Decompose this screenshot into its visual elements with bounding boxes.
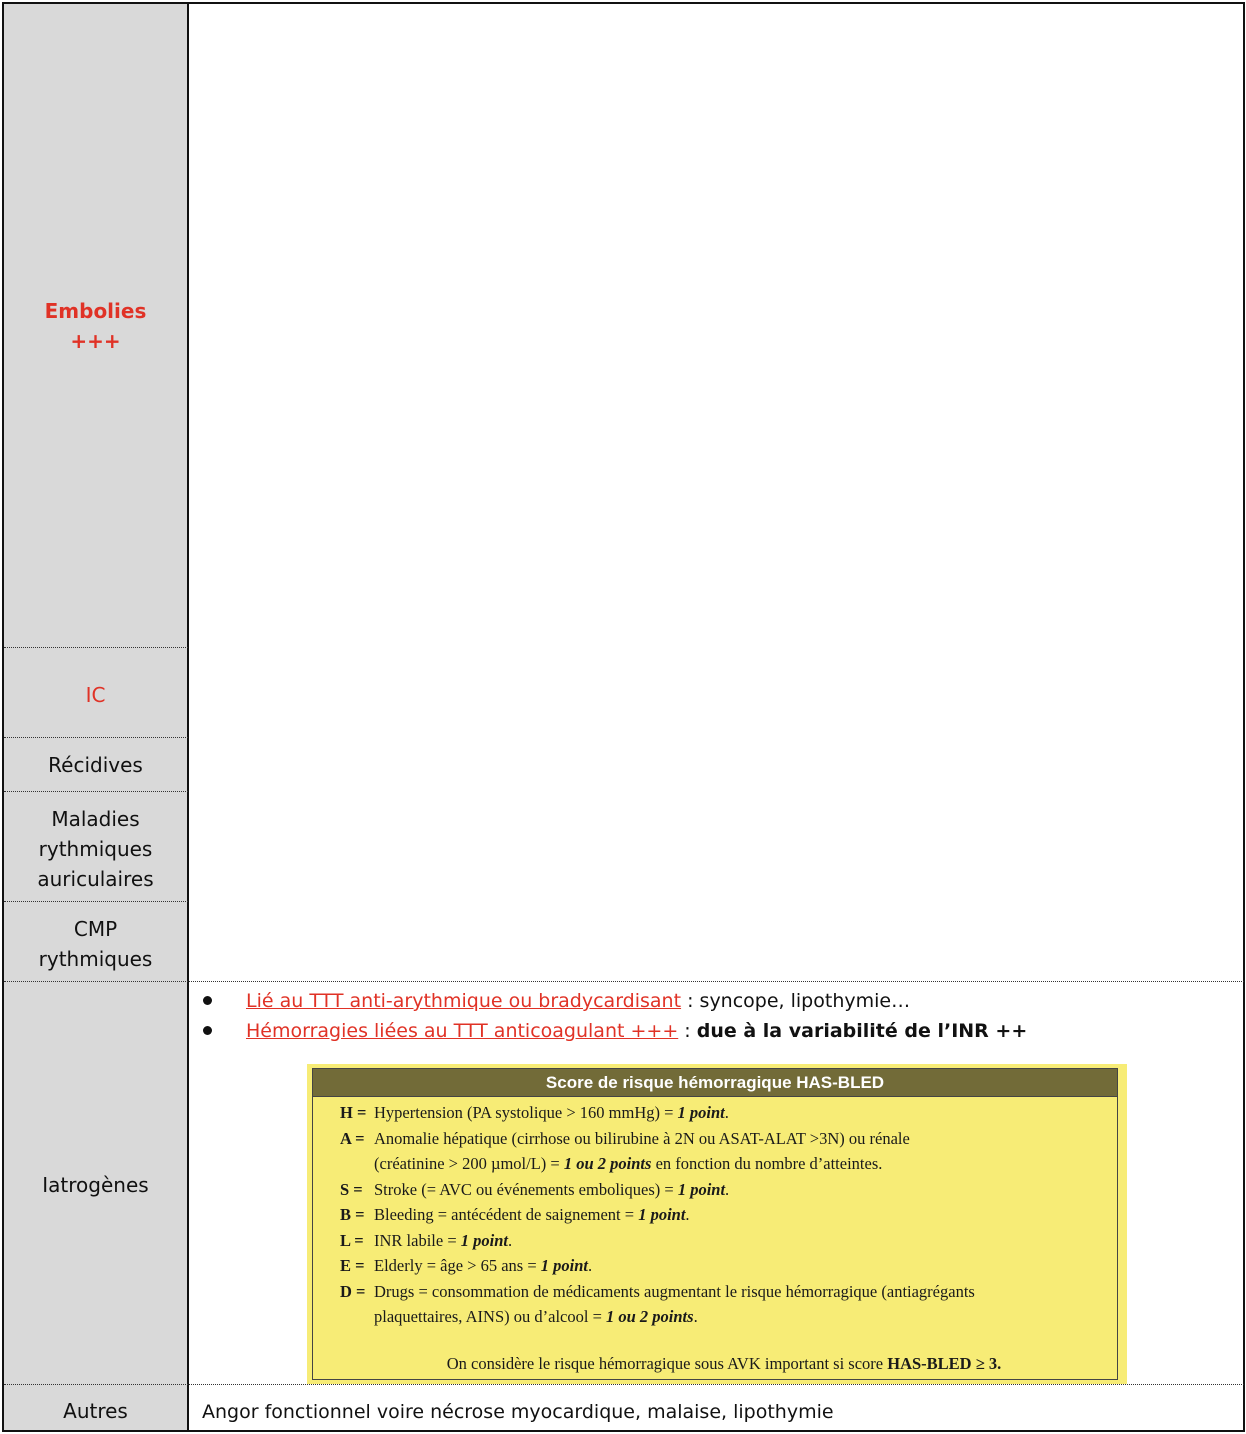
hasbled-text: . bbox=[725, 1179, 730, 1199]
hasbled-text: INR labile = bbox=[374, 1230, 461, 1250]
hasbled-text: Bleeding = antécédent de saignement = bbox=[374, 1205, 639, 1224]
list-item: Hémorragies liées au TTT anticoagulant +++ : due à la variabilité de l’INR ++ bbox=[198, 1016, 1228, 1046]
row-divider bbox=[4, 901, 188, 902]
hasbled-text: Hypertension (PA systolique > 160 mmHg) = bbox=[374, 1103, 678, 1122]
hasbled-letter bbox=[340, 1151, 374, 1177]
hasbled-criteria bbox=[340, 1100, 1108, 1330]
hasbled-criterion bbox=[340, 1253, 1108, 1279]
row-divider bbox=[4, 647, 188, 648]
hasbled-letter: B = bbox=[340, 1205, 365, 1224]
hasbled-points: 1 ou 2 points bbox=[563, 1154, 652, 1173]
row-label-autres: Autres bbox=[63, 1399, 128, 1423]
hasbled-criterion bbox=[340, 1100, 1108, 1126]
hasbled-criterion bbox=[340, 1304, 1108, 1330]
hasbled-criterion bbox=[340, 1177, 1108, 1203]
table-border-right bbox=[1243, 2, 1245, 1432]
hasbled-text: Anomalie hépatique (cirrhose ou bilirubine à 2N ou ASAT-ALAT >3N) ou rénale bbox=[374, 1128, 910, 1148]
hasbled-criterion bbox=[340, 1126, 1108, 1152]
hasbled-letter: L = bbox=[340, 1230, 364, 1250]
row-label-recidives: Récidives bbox=[48, 753, 143, 777]
hasbled-text: en fonction du nombre d’atteintes. bbox=[651, 1154, 883, 1173]
hasbled-title: Score de risque hémorragique HAS-BLED bbox=[313, 1069, 1117, 1097]
hasbled-text: Elderly = âge > 65 ans = bbox=[374, 1256, 541, 1275]
iatrogenes-bullet-list bbox=[198, 986, 1228, 1046]
hasbled-criterion bbox=[340, 1228, 1108, 1254]
hasbled-points: 1 point bbox=[677, 1179, 726, 1199]
hasbled-text: . bbox=[693, 1307, 698, 1326]
row-labels-column bbox=[2, 2, 189, 1432]
hasbled-letter bbox=[340, 1304, 374, 1330]
link-ttt-antiarythmique[interactable]: Lié au TTT anti-arythmique ou bradycardisant bbox=[246, 990, 682, 1012]
row-label-cmp-rythmiques: CMP rythmiques bbox=[38, 917, 153, 971]
hasbled-points: 1 ou 2 points bbox=[606, 1307, 694, 1326]
row-divider bbox=[4, 737, 188, 738]
hasbled-text: . bbox=[685, 1205, 690, 1224]
hasbled-letter: S = bbox=[340, 1179, 363, 1199]
hasbled-letter: H = bbox=[340, 1103, 367, 1122]
hasbled-points: 1 point bbox=[677, 1103, 725, 1122]
embolies-intensity: +++ bbox=[70, 329, 121, 353]
autres-description: Angor fonctionnel voire nécrose myocardique, malaise, lipothymie bbox=[202, 1401, 834, 1423]
link-hemorragies-anticoagulant[interactable]: Hémorragies liées au TTT anticoagulant +++ bbox=[246, 1020, 679, 1042]
row-label-maladies-rythmiques: Maladies rythmiques auriculaires bbox=[37, 807, 154, 891]
row-divider bbox=[4, 1384, 1244, 1385]
bullet-icon bbox=[203, 996, 212, 1005]
hasbled-criterion bbox=[340, 1151, 1108, 1177]
embolies-title: Embolies bbox=[44, 299, 147, 323]
hasbled-points: 1 point bbox=[638, 1205, 686, 1224]
row-divider bbox=[4, 981, 1244, 982]
hasbled-letter: E = bbox=[340, 1256, 365, 1275]
hasbled-text: . bbox=[507, 1230, 513, 1250]
hasbled-letter: D = bbox=[340, 1281, 366, 1301]
row-label-embolies bbox=[4, 296, 187, 356]
row-label-ic: IC bbox=[85, 683, 106, 707]
row-label-iatrogenes: Iatrogènes bbox=[42, 1173, 149, 1197]
hasbled-letter: A = bbox=[340, 1128, 365, 1148]
hasbled-criterion bbox=[340, 1279, 1108, 1305]
list-item: Lié au TTT anti-arythmique ou bradycardisant : syncope, lipothymie… bbox=[198, 986, 1228, 1016]
hasbled-footer: On considère le risque hémorragique sous AVK important si score HAS-BLED ≥ 3. bbox=[446, 1354, 1002, 1373]
row-divider bbox=[4, 791, 188, 792]
hasbled-text: (créatinine > 200 µmol/L) = bbox=[374, 1154, 564, 1173]
hasbled-points: 1 point bbox=[460, 1230, 508, 1250]
hasbled-text: . bbox=[587, 1256, 593, 1275]
bullet-icon bbox=[203, 1026, 212, 1035]
hasbled-criterion bbox=[340, 1202, 1108, 1228]
hasbled-text: Drugs = consommation de médicaments augmentant le risque hémorragique (antiagrégants bbox=[374, 1281, 975, 1301]
column-divider bbox=[187, 2, 189, 1432]
hasbled-text: Stroke (= AVC ou événements emboliques) = bbox=[374, 1179, 678, 1199]
hasbled-text: . bbox=[724, 1103, 729, 1122]
hasbled-points: 1 point bbox=[540, 1256, 588, 1275]
hasbled-text: plaquettaires, AINS) ou d’alcool = bbox=[374, 1307, 606, 1326]
